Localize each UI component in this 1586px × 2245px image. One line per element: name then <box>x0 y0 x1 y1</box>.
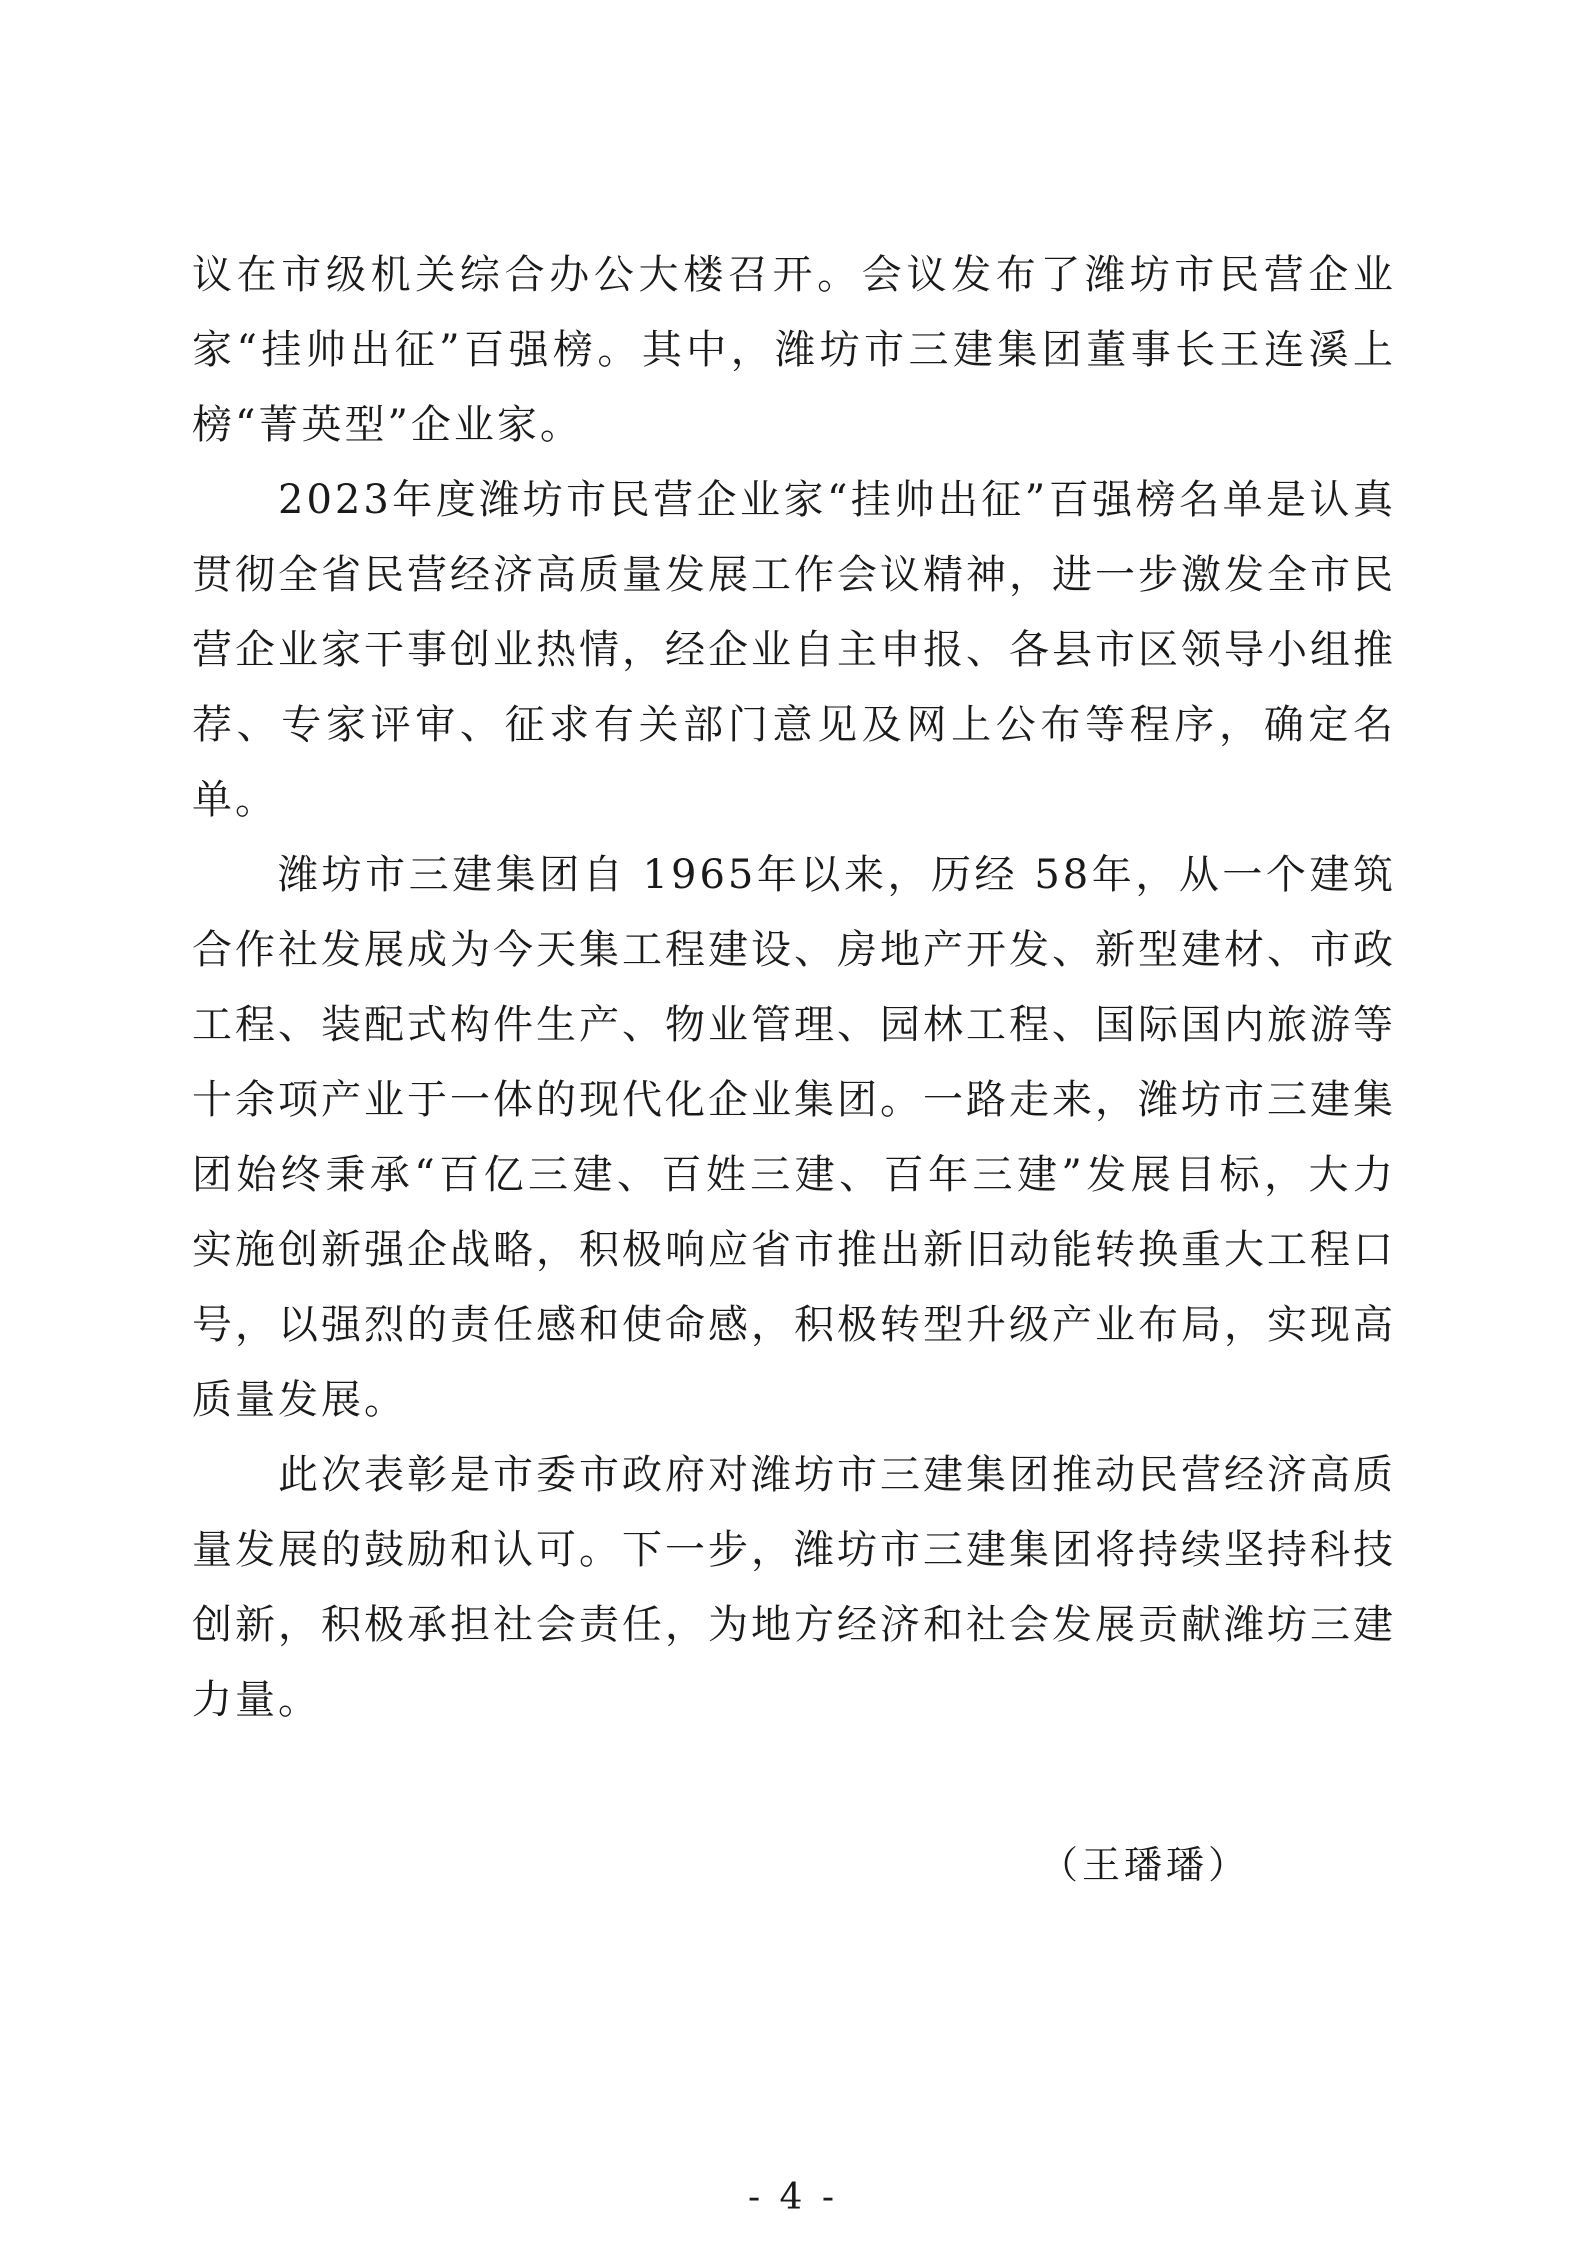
paragraph-ranking-list: 2023年度潍坊市民营企业家“挂帅出征”百强榜名单是认真贯彻全省民营经济高质量发展工作会议精神，进一步激发全市民营企业家干事创业热情，经企业自主申报、各县市区领导小组推荐、专家评审、征求有关部门意见及网上公布等程序，确定名单。 <box>192 477 1396 823</box>
paragraph-conclusion: 此次表彰是市委市政府对潍坊市三建集团推动民营经济高质量发展的鼓励和认可。下一步，潍坊市三建集团将持续坚持科技创新，积极承担社会责任，为地方经济和社会发展贡献潍坊三建力量。 <box>192 1452 1396 1723</box>
page-number: - 4 - <box>747 2177 839 2218</box>
paragraph-continuation: 议在市级机关综合办公大楼召开。会议发布了潍坊市民营企业家“挂帅出征”百强榜。其中，潍坊市三建集团董事长王连溪上榜“菁英型”企业家。 <box>192 252 1396 448</box>
author-signature: （王璠璠） <box>1040 1843 1251 1887</box>
article-body <box>192 238 1396 1738</box>
paragraph-company-history: 潍坊市三建集团自 1965年以来，历经 58年，从一个建筑合作社发展成为今天集工程建设、房地产开发、新型建材、市政工程、装配式构件生产、物业管理、园林工程、国际国内旅游等十余项产业于一体的现代化企业集团。一路走来，潍坊市三建集团始终秉承“百亿三建、百姓三建、百年三建”发展目标，大力实施创新强企战略，积极响应省市推出新旧动能转换重大工程口号，以强烈的责任感和使命感，积极转型升级产业布局，实现高质量发展。 <box>192 852 1396 1423</box>
